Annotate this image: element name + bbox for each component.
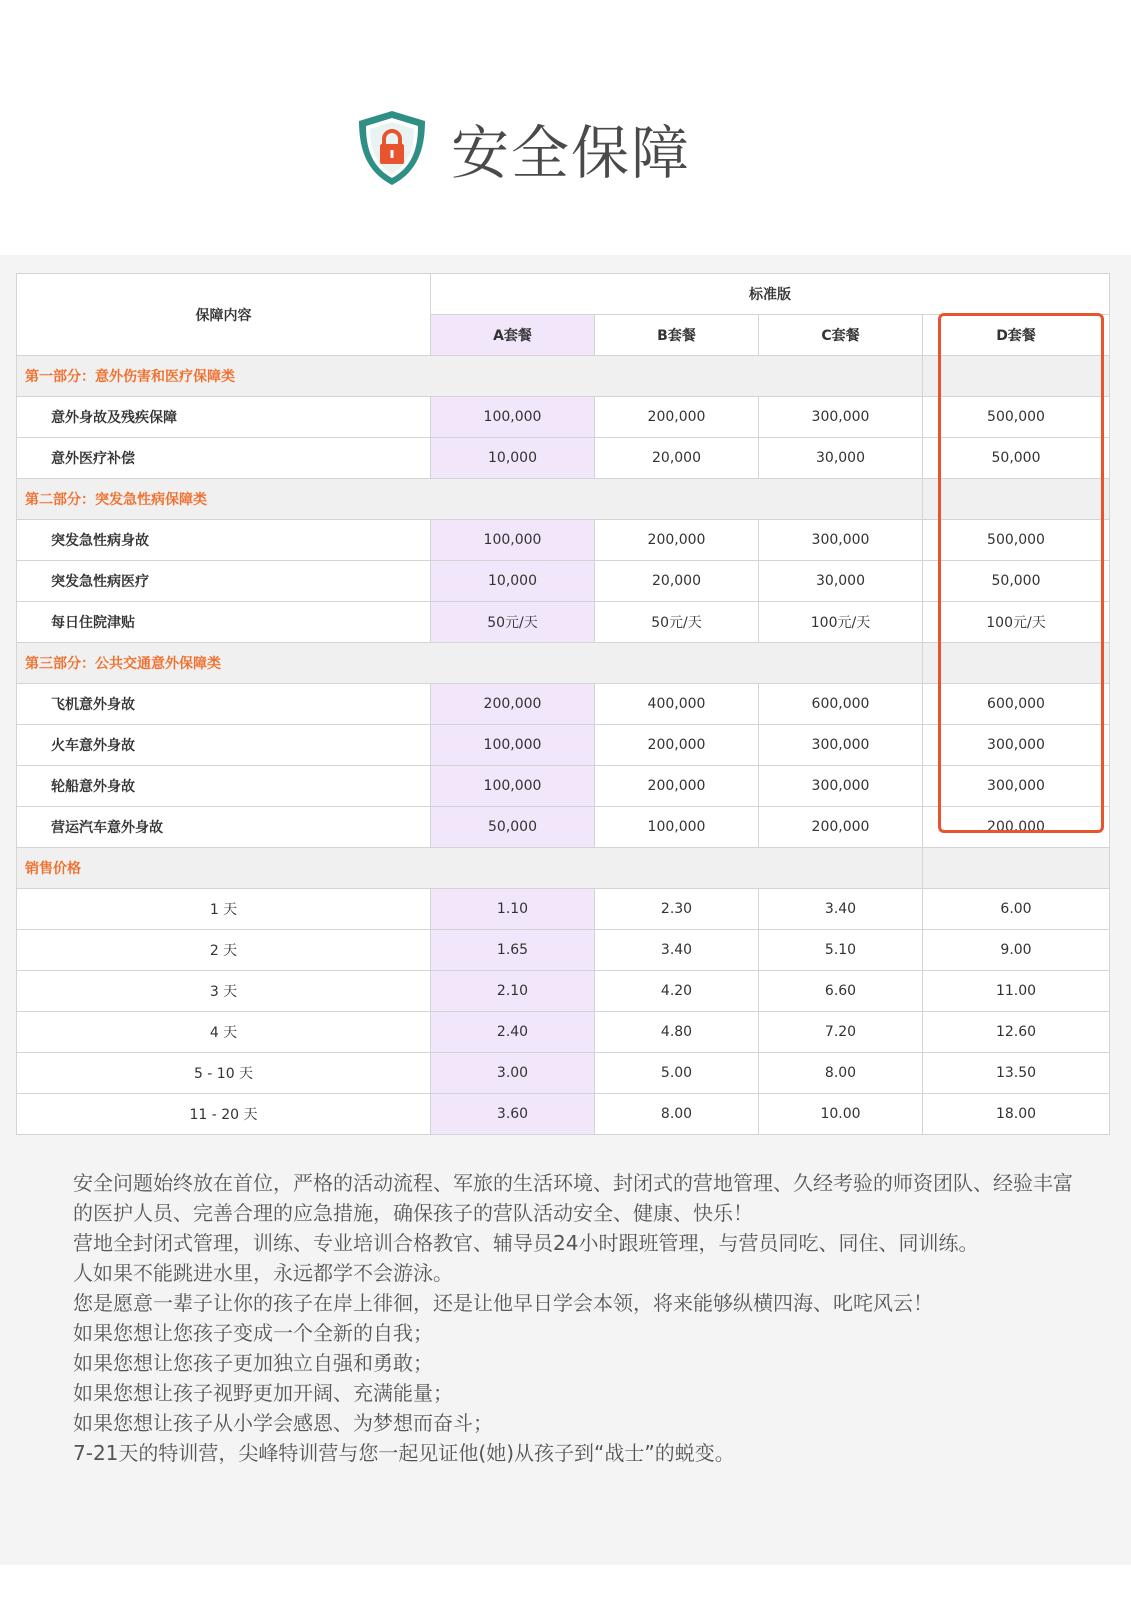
table-row <box>17 1053 1110 1094</box>
insurance-table-wrap <box>16 273 1109 1135</box>
header-title-group <box>355 108 691 188</box>
plan-c-value: 600,000 <box>759 684 923 725</box>
plan-b-value: 20,000 <box>595 561 759 602</box>
plan-a-value: 10,000 <box>431 561 595 602</box>
row-label: 2 天 <box>17 930 431 971</box>
table-row <box>17 725 1110 766</box>
plan-a-value: 100,000 <box>431 397 595 438</box>
plan-a-value: 10,000 <box>431 438 595 479</box>
table-row <box>17 766 1110 807</box>
row-label: 营运汽车意外身故 <box>17 807 431 848</box>
plan-a-value: 3.00 <box>431 1053 595 1094</box>
table-row <box>17 397 1110 438</box>
table-row <box>17 438 1110 479</box>
row-label: 意外医疗补偿 <box>17 438 431 479</box>
plan-d-value: 100元/天 <box>923 602 1110 643</box>
section-title: 销售价格 <box>17 848 923 889</box>
plan-b-value: 5.00 <box>595 1053 759 1094</box>
plan-c-value: 7.20 <box>759 1012 923 1053</box>
plan-b-value: 8.00 <box>595 1094 759 1135</box>
plan-b-value: 200,000 <box>595 725 759 766</box>
section-row <box>17 356 1110 397</box>
row-label: 意外身故及残疾保障 <box>17 397 431 438</box>
row-label: 11 - 20 天 <box>17 1094 431 1135</box>
row-label: 火车意外身故 <box>17 725 431 766</box>
plan-a-value: 100,000 <box>431 725 595 766</box>
paragraph: 如果您想让您孩子更加独立自强和勇敢； <box>73 1351 433 1375</box>
plan-c-value: 300,000 <box>759 520 923 561</box>
row-label: 轮船意外身故 <box>17 766 431 807</box>
paragraph: 如果您想让孩子视野更加开阔、充满能量； <box>73 1381 453 1405</box>
paragraph: 安全问题始终放在首位，严格的活动流程、军旅的生活环境、封闭式的营地管理、久经考验的师资团队、经验丰富的医护人员、完善合理的应急措施，确保孩子的营队活动安全、健康、快乐！ <box>73 1171 1073 1225</box>
section-row <box>17 643 1110 684</box>
paragraph: 如果您想让孩子从小学会感恩、为梦想而奋斗； <box>73 1411 493 1435</box>
section-title: 第三部分：公共交通意外保障类 <box>17 643 923 684</box>
section-title: 第二部分：突发急性病保障类 <box>17 479 923 520</box>
plan-c-value: 8.00 <box>759 1053 923 1094</box>
plan-c-value: 200,000 <box>759 807 923 848</box>
paragraph: 人如果不能跳进水里，永远都学不会游泳。 <box>73 1261 453 1285</box>
row-label: 3 天 <box>17 971 431 1012</box>
plan-a-value: 2.40 <box>431 1012 595 1053</box>
plan-b-header: B套餐 <box>595 315 759 356</box>
plan-d-value: 11.00 <box>923 971 1110 1012</box>
plan-a-value: 50元/天 <box>431 602 595 643</box>
table-row <box>17 971 1110 1012</box>
plan-d-value: 6.00 <box>923 889 1110 930</box>
plan-a-value: 100,000 <box>431 520 595 561</box>
edition-header: 标准版 <box>431 274 1110 315</box>
plan-a-value: 3.60 <box>431 1094 595 1135</box>
plan-d-value: 500,000 <box>923 397 1110 438</box>
plan-c-value: 5.10 <box>759 930 923 971</box>
plan-a-value: 50,000 <box>431 807 595 848</box>
page-header <box>0 0 1131 255</box>
plan-c-value: 30,000 <box>759 561 923 602</box>
plan-c-value: 300,000 <box>759 766 923 807</box>
section-filler <box>923 479 1110 520</box>
plan-a-value: 100,000 <box>431 766 595 807</box>
plan-b-value: 4.20 <box>595 971 759 1012</box>
plan-b-value: 20,000 <box>595 438 759 479</box>
paragraph: 营地全封闭式管理，训练、专业培训合格教官、辅导员24小时跟班管理，与营员同吃、同住、同训练。 <box>73 1231 979 1255</box>
row-label: 突发急性病身故 <box>17 520 431 561</box>
section-row <box>17 848 1110 889</box>
plan-c-value: 300,000 <box>759 725 923 766</box>
plan-c-value: 3.40 <box>759 889 923 930</box>
plan-b-value: 100,000 <box>595 807 759 848</box>
table-row <box>17 602 1110 643</box>
content-header: 保障内容 <box>17 274 431 356</box>
table-row <box>17 1012 1110 1053</box>
plan-b-value: 50元/天 <box>595 602 759 643</box>
row-label: 4 天 <box>17 1012 431 1053</box>
table-row <box>17 889 1110 930</box>
shield-lock-icon <box>355 108 429 188</box>
section-row <box>17 479 1110 520</box>
section-filler <box>923 356 1110 397</box>
plan-a-header: A套餐 <box>431 315 595 356</box>
plan-c-value: 100元/天 <box>759 602 923 643</box>
plan-d-value: 9.00 <box>923 930 1110 971</box>
row-label: 每日住院津贴 <box>17 602 431 643</box>
plan-d-value: 50,000 <box>923 561 1110 602</box>
plan-b-value: 200,000 <box>595 766 759 807</box>
row-label: 5 - 10 天 <box>17 1053 431 1094</box>
description-text <box>73 1168 1073 1468</box>
plan-d-value: 500,000 <box>923 520 1110 561</box>
plan-d-value: 13.50 <box>923 1053 1110 1094</box>
plan-b-value: 4.80 <box>595 1012 759 1053</box>
plan-a-value: 1.65 <box>431 930 595 971</box>
paragraph: 如果您想让您孩子变成一个全新的自我； <box>73 1321 433 1345</box>
table-row <box>17 520 1110 561</box>
plan-d-value: 18.00 <box>923 1094 1110 1135</box>
plan-b-value: 200,000 <box>595 520 759 561</box>
plan-d-value: 300,000 <box>923 725 1110 766</box>
plan-a-value: 200,000 <box>431 684 595 725</box>
section-filler <box>923 848 1110 889</box>
plan-d-value: 600,000 <box>923 684 1110 725</box>
plan-c-header: C套餐 <box>759 315 923 356</box>
table-row <box>17 684 1110 725</box>
row-label: 1 天 <box>17 889 431 930</box>
paragraph: 7-21天的特训营，尖峰特训营与您一起见证他(她)从孩子到“战士”的蜕变。 <box>73 1441 735 1465</box>
table-row <box>17 930 1110 971</box>
section-filler <box>923 643 1110 684</box>
table-row <box>17 561 1110 602</box>
row-label: 突发急性病医疗 <box>17 561 431 602</box>
page-title: 安全保障 <box>451 119 692 187</box>
table-row <box>17 807 1110 848</box>
plan-d-value: 300,000 <box>923 766 1110 807</box>
plan-c-value: 300,000 <box>759 397 923 438</box>
plan-b-value: 400,000 <box>595 684 759 725</box>
insurance-table <box>16 273 1110 1135</box>
plan-a-value: 1.10 <box>431 889 595 930</box>
plan-c-value: 6.60 <box>759 971 923 1012</box>
row-label: 飞机意外身故 <box>17 684 431 725</box>
plan-b-value: 2.30 <box>595 889 759 930</box>
section-title: 第一部分：意外伤害和医疗保障类 <box>17 356 923 397</box>
paragraph: 您是愿意一辈子让你的孩子在岸上徘徊，还是让他早日学会本领，将来能够纵横四海、叱咤风云！ <box>73 1291 933 1315</box>
plan-c-value: 10.00 <box>759 1094 923 1135</box>
insurance-table-body <box>17 356 1110 1135</box>
plan-d-value: 50,000 <box>923 438 1110 479</box>
plan-b-value: 3.40 <box>595 930 759 971</box>
plan-d-header: D套餐 <box>923 315 1110 356</box>
plan-d-value: 12.60 <box>923 1012 1110 1053</box>
plan-c-value: 30,000 <box>759 438 923 479</box>
plan-a-value: 2.10 <box>431 971 595 1012</box>
table-row <box>17 1094 1110 1135</box>
plan-b-value: 200,000 <box>595 397 759 438</box>
plan-d-value: 200,000 <box>923 807 1110 848</box>
